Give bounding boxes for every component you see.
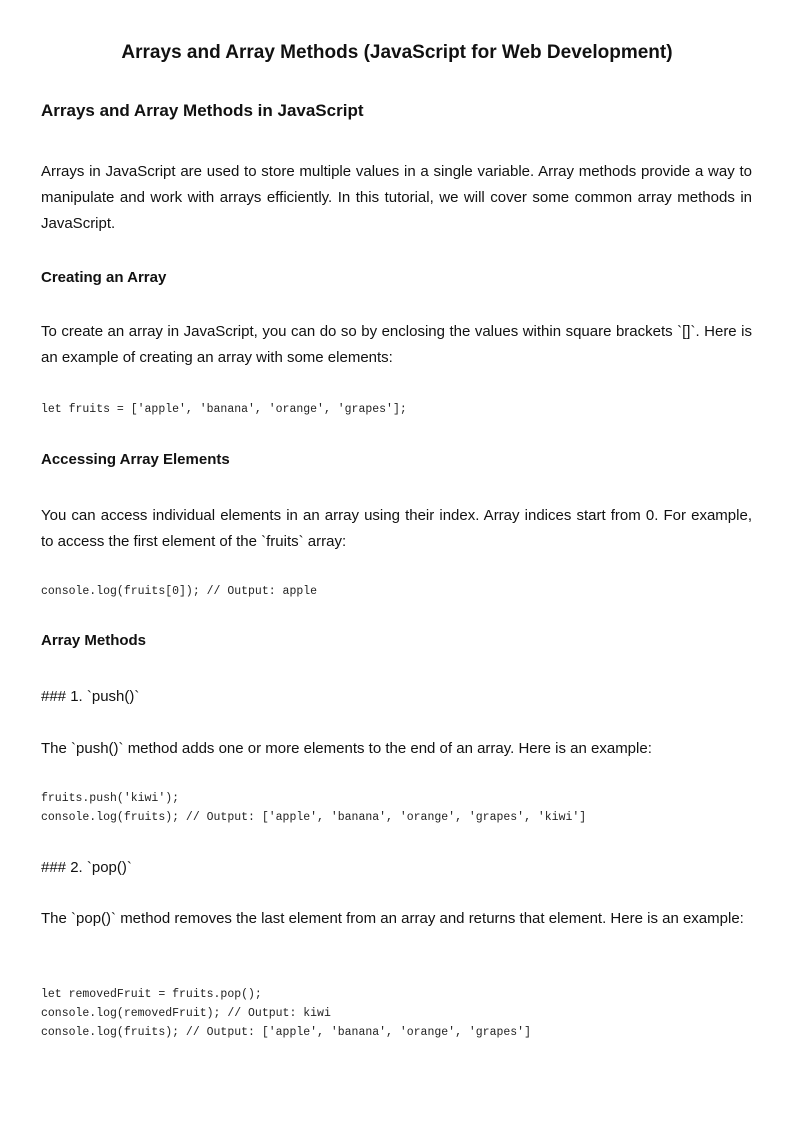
section-heading-array-methods: Array Methods [41, 632, 147, 649]
pop-paragraph: The `pop()` method removes the last element from an array and returns that element. Here is an example: [41, 910, 744, 927]
accessing-elements-paragraph: You can access individual elements in an array using their index. Array indices start from 0. For example, to access the first element of the `fruits` array: [41, 507, 752, 550]
code-block-pop: let removedFruit = fruits.pop(); console.log(removedFruit); // Output: kiwi console.log(fruits); // Output: ['apple', 'banana', 'orange', 'grapes'] [41, 988, 531, 1039]
intro-paragraph: Arrays in JavaScript are used to store multiple values in a single variable. Array methods provide a way to manipulate and work with arrays efficiently. In this tutorial, we will cover some common array methods in JavaScript. [41, 163, 752, 232]
creating-array-paragraph: To create an array in JavaScript, you can do so by enclosing the values within square brackets `[]`. Here is an example of creating an array with some elements: [41, 323, 752, 366]
document-title: Arrays and Array Methods (JavaScript for Web Development) [121, 42, 673, 63]
code-block-create-array: let fruits = ['apple', 'banana', 'orange', 'grapes']; [41, 403, 407, 416]
code-block-push: fruits.push('kiwi'); console.log(fruits); // Output: ['apple', 'banana', 'orange', 'grapes', 'kiwi'] [41, 792, 587, 824]
main-heading: Arrays and Array Methods in JavaScript [41, 101, 364, 120]
section-heading-creating-array: Creating an Array [41, 269, 167, 286]
section-heading-accessing-elements: Accessing Array Elements [41, 451, 230, 468]
method-label-pop: ### 2. `pop()` [41, 859, 132, 876]
method-label-push: ### 1. `push()` [41, 688, 140, 705]
code-block-access-element: console.log(fruits[0]); // Output: apple [41, 585, 318, 598]
push-paragraph: The `push()` method adds one or more elements to the end of an array. Here is an example: [41, 740, 652, 757]
